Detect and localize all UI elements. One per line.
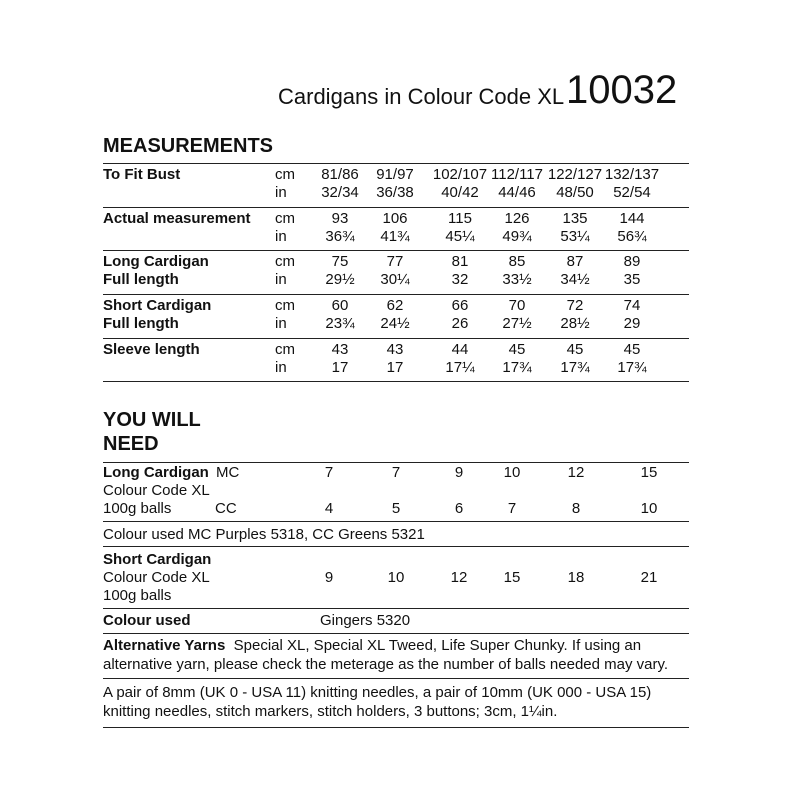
short-cardigan-balls-label: 100g balls [103, 587, 172, 604]
measurement-cell: 43 [386, 341, 404, 358]
mc-balls-cell: 10 [503, 464, 521, 481]
measurement-label: Sleeve length [103, 341, 200, 358]
divider [103, 250, 689, 251]
short-balls-cell: 10 [387, 569, 405, 586]
measurement-cell: 28½ [560, 315, 590, 332]
needles-line1: A pair of 8mm (UK 0 - USA 11) knitting needles, a pair of 10mm (UK 000 - USA 15) [103, 684, 652, 701]
measurement-cell: 32 [451, 271, 469, 288]
divider [103, 633, 689, 634]
measurement-cell: 23¾ [325, 315, 355, 332]
measurement-cell: 53¼ [560, 228, 590, 245]
measurement-cell: 56¾ [617, 228, 647, 245]
measurement-cell: 126 [504, 210, 530, 227]
unit-in: in [275, 271, 287, 288]
divider [103, 381, 689, 382]
measurement-cell: 45 [508, 341, 526, 358]
alternative-yarns-line1 [103, 637, 641, 654]
unit-cm: cm [275, 166, 295, 183]
measurement-cell: 17 [386, 359, 404, 376]
mc-label: MC [216, 464, 240, 481]
measurement-label: Actual measurement [103, 210, 251, 227]
unit-cm: cm [275, 210, 295, 227]
mc-balls-cell: 9 [454, 464, 464, 481]
short-balls-cell: 18 [567, 569, 585, 586]
measurement-cell: 112/117 [491, 166, 543, 183]
measurement-cell: 93 [331, 210, 349, 227]
divider [103, 678, 689, 679]
measurement-cell: 30¼ [380, 271, 410, 288]
long-cardigan-label: Long Cardigan [103, 464, 209, 481]
cc-label: CC [215, 500, 237, 517]
measurement-cell: 77 [386, 253, 404, 270]
divider [103, 163, 689, 164]
measurement-cell: 66 [451, 297, 469, 314]
measurement-cell: 45 [566, 341, 584, 358]
measurement-cell: 17¼ [445, 359, 475, 376]
unit-cm: cm [275, 253, 295, 270]
cc-balls-cell: 4 [324, 500, 334, 517]
measurement-cell: 44 [451, 341, 469, 358]
cc-balls-cell: 8 [571, 500, 581, 517]
measurement-cell: 35 [623, 271, 641, 288]
measurement-cell: 52/54 [613, 184, 651, 201]
cc-balls-cell: 6 [454, 500, 464, 517]
cc-balls-cell: 5 [391, 500, 401, 517]
measurement-cell: 32/34 [321, 184, 359, 201]
alternative-yarns-list: Special XL, Special XL Tweed, Life Super Chunky. If using an [233, 637, 642, 654]
measurement-cell: 34½ [560, 271, 590, 288]
divider [103, 462, 689, 463]
mc-balls-cell: 7 [391, 464, 401, 481]
measurement-cell: 144 [619, 210, 645, 227]
measurement-cell: 74 [623, 297, 641, 314]
measurement-cell: 75 [331, 253, 349, 270]
unit-in: in [275, 315, 287, 332]
pattern-title: Cardigans in Colour Code XL [278, 84, 565, 109]
measurement-cell: 132/137 [604, 166, 660, 183]
unit-in: in [275, 184, 287, 201]
measurement-cell: 45 [623, 341, 641, 358]
measurement-cell: 135 [562, 210, 588, 227]
measurement-cell: 36/38 [376, 184, 414, 201]
measurement-label: Long Cardigan [103, 253, 209, 270]
short-balls-cell: 12 [450, 569, 468, 586]
mc-balls-cell: 15 [640, 464, 658, 481]
measurement-cell: 29½ [325, 271, 355, 288]
measurement-cell: 89 [623, 253, 641, 270]
divider [103, 546, 689, 547]
mc-balls-cell: 7 [324, 464, 334, 481]
measurement-cell: 36¾ [325, 228, 355, 245]
unit-in: in [275, 359, 287, 376]
divider [103, 727, 689, 728]
measurement-cell: 26 [451, 315, 469, 332]
measurement-cell: 27½ [502, 315, 532, 332]
alternative-yarns-label: Alternative Yarns [103, 637, 226, 654]
measurements-heading: MEASUREMENTS [103, 135, 274, 157]
measurement-cell: 17 [331, 359, 349, 376]
measurement-cell: 81/86 [321, 166, 359, 183]
pattern-number: 10032 [566, 68, 678, 112]
measurement-cell: 24½ [380, 315, 410, 332]
long-cardigan-balls-label: 100g balls [103, 500, 172, 517]
divider [103, 338, 689, 339]
short-cardigan-label: Short Cardigan [103, 551, 212, 568]
measurement-cell: 72 [566, 297, 584, 314]
measurement-cell: 41¾ [380, 228, 410, 245]
divider [103, 294, 689, 295]
measurement-label: Short Cardigan [103, 297, 212, 314]
measurement-cell: 49¾ [502, 228, 532, 245]
short-balls-cell: 9 [324, 569, 334, 586]
long-cardigan-yarn: Colour Code XL [103, 482, 210, 499]
short-balls-cell: 15 [503, 569, 521, 586]
measurement-cell: 33½ [502, 271, 532, 288]
measurement-cell: 48/50 [556, 184, 594, 201]
long-colour-used: Colour used MC Purples 5318, CC Greens 5321 [103, 526, 425, 543]
measurement-cell: 85 [508, 253, 526, 270]
measurement-cell: 40/42 [441, 184, 479, 201]
measurement-cell: 62 [386, 297, 404, 314]
you-will-need-heading-line1: YOU WILL [103, 409, 201, 431]
divider [103, 521, 689, 522]
measurement-cell: 91/97 [376, 166, 414, 183]
short-balls-cell: 21 [640, 569, 658, 586]
measurement-cell: 87 [566, 253, 584, 270]
measurement-cell: 43 [331, 341, 349, 358]
unit-cm: cm [275, 297, 295, 314]
needles-line2: knitting needles, stitch markers, stitch holders, 3 buttons; 3cm, 1¼in. [103, 703, 558, 720]
measurement-cell: 122/127 [547, 166, 603, 183]
measurement-cell: 17¾ [617, 359, 647, 376]
you-will-need-heading-line2: NEED [103, 433, 159, 455]
measurement-cell: 102/107 [432, 166, 488, 183]
measurement-cell: 45¼ [445, 228, 475, 245]
measurement-cell: 115 [448, 210, 472, 227]
measurement-cell: 81 [451, 253, 469, 270]
unit-cm: cm [275, 341, 295, 358]
cc-balls-cell: 10 [640, 500, 658, 517]
measurement-label: Full length [103, 271, 179, 288]
measurement-cell: 106 [382, 210, 408, 227]
measurement-label: Full length [103, 315, 179, 332]
short-cardigan-yarn: Colour Code XL [103, 569, 210, 586]
measurement-cell: 29 [623, 315, 641, 332]
short-colour-used-label: Colour used [103, 612, 191, 629]
mc-balls-cell: 12 [567, 464, 585, 481]
measurement-cell: 60 [331, 297, 349, 314]
measurement-cell: 17¾ [502, 359, 532, 376]
cc-balls-cell: 7 [507, 500, 517, 517]
short-colour-used-value: Gingers 5320 [320, 612, 411, 629]
measurement-cell: 17¾ [560, 359, 590, 376]
unit-in: in [275, 228, 287, 245]
measurement-label: To Fit Bust [103, 166, 181, 183]
divider [103, 207, 689, 208]
alternative-yarns-line2: alternative yarn, please check the meterage as the number of balls needed may vary. [103, 656, 669, 673]
measurement-cell: 44/46 [498, 184, 536, 201]
divider [103, 608, 689, 609]
measurement-cell: 70 [508, 297, 526, 314]
